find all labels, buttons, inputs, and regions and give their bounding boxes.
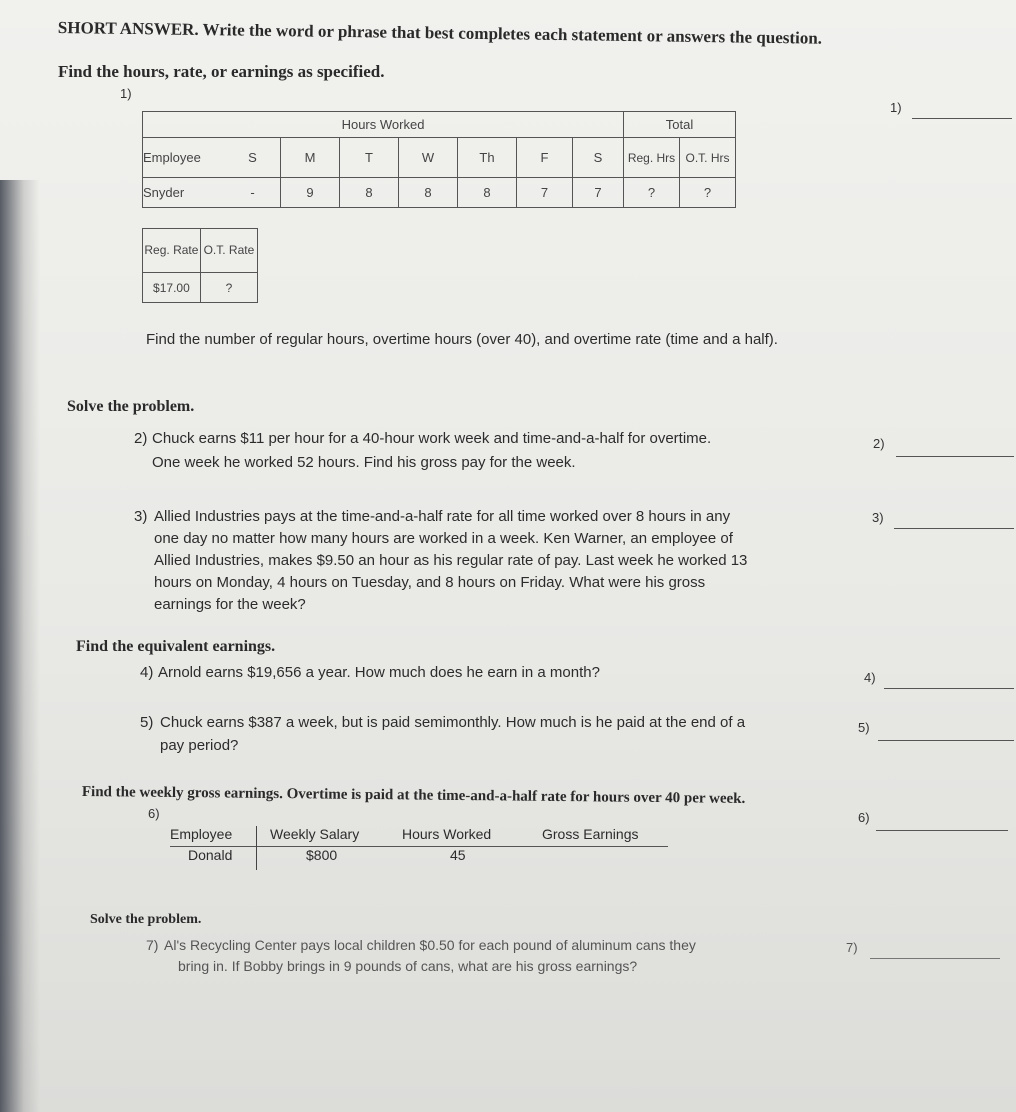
question-number-3: 3): [134, 508, 148, 525]
answer-number-5: 5): [858, 720, 870, 735]
question-number-7: 7): [146, 937, 159, 953]
hours-sunday: -: [225, 178, 281, 208]
col-header-wednesday: W: [399, 138, 458, 178]
hours-worked-title: Hours Worked: [143, 112, 624, 138]
employee-name-cell: Snyder: [143, 178, 226, 208]
hours-worked-value: 45: [450, 847, 466, 863]
question-1-text: Find the number of regular hours, overtime hours (over 40), and overtime rate (time and a half).: [146, 331, 778, 348]
hours-worked-table: [142, 111, 736, 208]
answer-number-3: 3): [872, 510, 884, 525]
question-2-line-2: One week he worked 52 hours. Find his gross pay for the week.: [152, 454, 576, 471]
hours-monday: 9: [281, 178, 340, 208]
col-header-gross-earnings: Gross Earnings: [542, 826, 639, 842]
section-heading-weekly: Find the weekly gross earnings. Overtime is paid at the time-and-a-half rate for hours over 40 per week.: [81, 784, 746, 807]
total-title: Total: [624, 112, 736, 138]
answer-blank-1[interactable]: [912, 118, 1012, 119]
col-header-ot-hrs: O.T. Hrs: [680, 138, 736, 178]
section-heading-solve: Solve the problem.: [67, 398, 195, 415]
question-3-line-2: one day no matter how many hours are worked in a week. Ken Warner, an employee of: [154, 530, 733, 547]
question-5-line-2: pay period?: [160, 737, 239, 754]
earnings-table: [170, 826, 670, 866]
col-header-saturday: S: [573, 138, 624, 178]
answer-number-4: 4): [864, 670, 876, 685]
employee-name-6: Donald: [188, 847, 233, 863]
col-header-employee-6: Employee: [170, 826, 233, 842]
question-4-text: Arnold earns $19,656 a year. How much does he earn in a month?: [158, 664, 600, 681]
answer-blank-7[interactable]: [870, 958, 1000, 959]
question-number-1: 1): [120, 86, 132, 101]
question-number-5: 5): [140, 714, 154, 731]
col-header-tuesday: T: [340, 138, 399, 178]
ot-rate-value: ?: [200, 273, 257, 303]
col-header-monday: M: [281, 138, 340, 178]
answer-number-2: 2): [873, 436, 885, 451]
page-shadow: [0, 180, 40, 1112]
weekly-salary-value: $800: [306, 847, 338, 863]
answer-blank-6[interactable]: [876, 830, 1008, 831]
hours-saturday: 7: [573, 178, 624, 208]
answer-blank-4[interactable]: [884, 688, 1014, 689]
section-heading-equivalent: Find the equivalent earnings.: [76, 638, 276, 655]
section-heading-solve-2: Solve the problem.: [90, 912, 202, 927]
answer-blank-2[interactable]: [896, 456, 1014, 457]
col-header-employee: Employee: [143, 138, 226, 178]
question-3-line-3: Allied Industries, makes $9.50 an hour as his regular rate of pay. Last week he worked 13: [154, 552, 748, 569]
question-2-line-1: Chuck earns $11 per hour for a 40-hour work week and time-and-a-half for overtime.: [152, 430, 712, 447]
reg-hrs-value: ?: [624, 178, 680, 208]
col-header-hours-worked: Hours Worked: [402, 826, 492, 842]
col-header-weekly-salary: Weekly Salary: [270, 826, 360, 842]
rate-header-reg: Reg. Rate: [143, 229, 201, 273]
hours-thursday: 8: [458, 178, 517, 208]
table-header-rule: [170, 846, 668, 847]
question-3-line-5: earnings for the week?: [154, 596, 306, 613]
question-number-6: 6): [148, 806, 160, 821]
instructions-heading: SHORT ANSWER. Write the word or phrase that best completes each statement or answers the question.: [57, 18, 823, 48]
col-header-sunday: S: [225, 138, 281, 178]
question-7-line-2: bring in. If Bobby brings in 9 pounds of cans, what are his gross earnings?: [178, 958, 638, 974]
question-3-line-4: hours on Monday, 4 hours on Tuesday, and 8 hours on Friday. What were his gross: [154, 574, 706, 591]
hours-tuesday: 8: [340, 178, 399, 208]
answer-number-7: 7): [846, 940, 858, 955]
question-5-line-1: Chuck earns $387 a week, but is paid semimonthly. How much is he paid at the end of a: [160, 714, 746, 731]
table-divider: [256, 826, 257, 870]
ot-hrs-value: ?: [680, 178, 736, 208]
rate-header-ot: O.T. Rate: [200, 229, 257, 273]
hours-friday: 7: [517, 178, 573, 208]
question-number-4: 4): [140, 664, 154, 681]
question-number-2: 2): [134, 430, 148, 447]
rate-table: [142, 228, 258, 303]
section-heading-hours: Find the hours, rate, or earnings as specified.: [58, 62, 385, 81]
answer-blank-5[interactable]: [878, 740, 1014, 741]
col-header-reg-hrs: Reg. Hrs: [624, 138, 680, 178]
col-header-thursday: Th: [458, 138, 517, 178]
answer-blank-3[interactable]: [894, 528, 1014, 529]
hours-wednesday: 8: [399, 178, 458, 208]
answer-number-6: 6): [858, 810, 870, 825]
col-header-friday: F: [517, 138, 573, 178]
answer-number-1: 1): [890, 100, 902, 115]
reg-rate-value: $17.00: [143, 273, 201, 303]
question-7-line-1: Al's Recycling Center pays local children $0.50 for each pound of aluminum cans they: [164, 937, 696, 953]
question-3-line-1: Allied Industries pays at the time-and-a-half rate for all time worked over 8 hours in any: [154, 508, 731, 525]
